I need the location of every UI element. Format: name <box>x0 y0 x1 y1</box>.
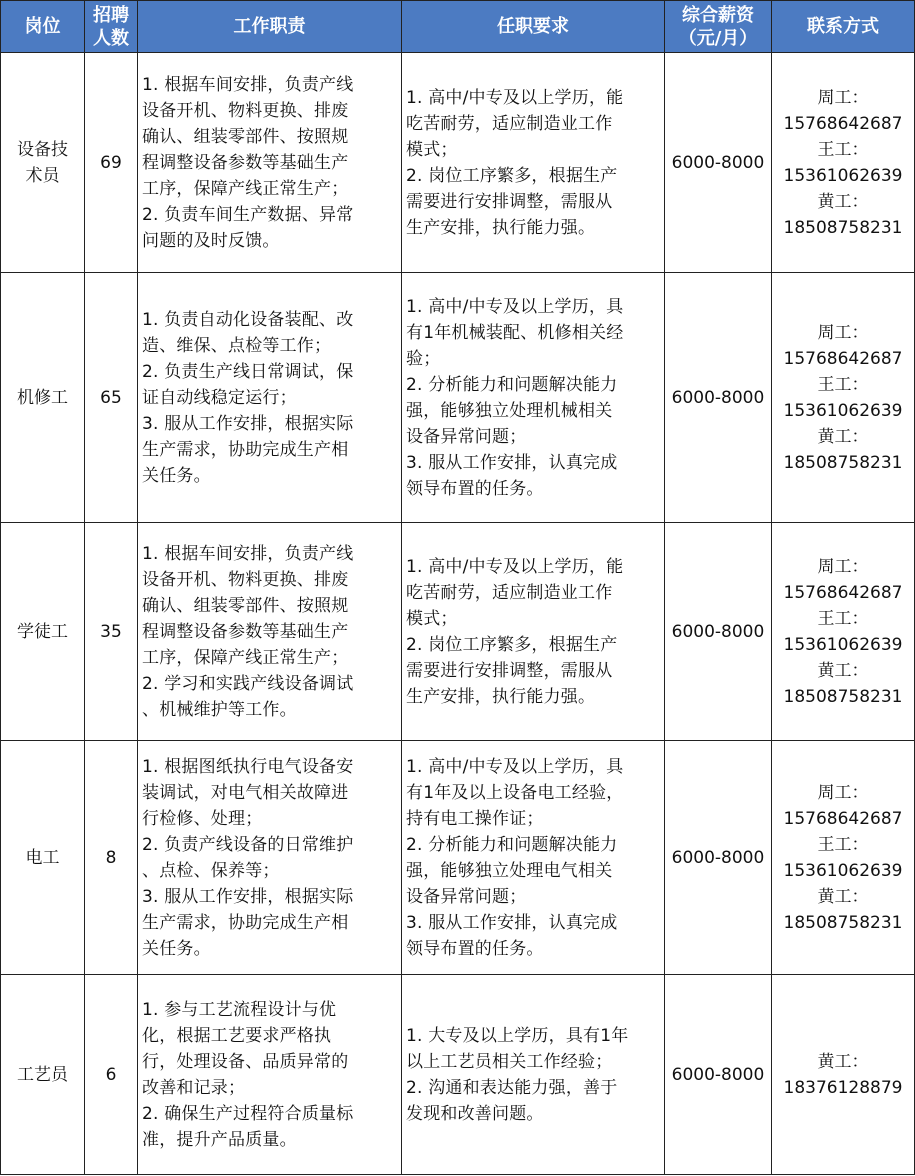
duty-line: 2. 负责车间生产数据、异常 <box>142 204 354 225</box>
headcount-cell: 35 <box>85 523 138 741</box>
header-headcount-line: 招聘 <box>93 4 129 26</box>
duty-line: 设备开机、物料更换、排废 <box>142 100 349 121</box>
requirement-line: 领导布置的任务。 <box>406 938 544 959</box>
duties-cell <box>138 53 402 273</box>
requirement-line: 1. 大专及以上学历，具有1年 <box>406 1025 629 1046</box>
requirements-cell <box>402 523 665 741</box>
duty-line: 1. 参与工艺流程设计与优 <box>142 999 337 1020</box>
requirement-line: 2. 岗位工序繁多，根据生产 <box>406 634 618 655</box>
contact-line: 王工： <box>817 139 869 160</box>
contact-cell <box>772 741 915 975</box>
contact-line: 王工： <box>817 608 869 629</box>
contact-line: 王工： <box>817 834 869 855</box>
duty-line: 程调整设备参数等基础生产 <box>142 621 349 642</box>
duty-line: 3. 服从工作安排，根据实际 <box>142 413 354 434</box>
position-name: 术员 <box>25 165 60 186</box>
duty-line: 2. 负责生产线日常调试，保 <box>142 361 354 382</box>
position-cell <box>1 273 85 523</box>
contact-line: 15768642687 <box>783 808 903 829</box>
requirement-line: 1. 高中/中专及以上学历，能 <box>406 87 624 108</box>
contact-line: 黄工： <box>817 191 869 212</box>
requirement-line: 1. 高中/中专及以上学历，具 <box>406 296 624 317</box>
contact-line: 周工： <box>817 556 869 577</box>
contact-line: 周工： <box>817 322 869 343</box>
requirement-line: 有1年机械装配、机修相关经 <box>406 322 624 343</box>
duty-line: 程调整设备参数等基础生产 <box>142 152 349 173</box>
header-headcount <box>85 1 138 53</box>
headcount-cell: 8 <box>85 741 138 975</box>
table-row <box>1 53 915 273</box>
duty-line: 、机械维护等工作。 <box>142 699 297 720</box>
position-name: 电工 <box>25 847 60 868</box>
requirement-line: 2. 分析能力和问题解决能力 <box>406 834 618 855</box>
contact-line: 18508758231 <box>783 912 903 933</box>
requirement-line: 发现和改善问题。 <box>406 1103 544 1124</box>
salary-cell: 6000-8000 <box>665 741 772 975</box>
contact-line: 周工： <box>817 87 869 108</box>
header-duties: 工作职责 <box>138 1 402 53</box>
duties-cell <box>138 975 402 1175</box>
headcount-cell: 65 <box>85 273 138 523</box>
header-salary <box>665 1 772 53</box>
position-cell <box>1 975 85 1175</box>
duty-line: 化，根据工艺要求严格执 <box>142 1025 332 1046</box>
duty-line: 生产需求，协助完成生产相 <box>142 439 349 460</box>
table-row <box>1 273 915 523</box>
header-headcount-line: 人数 <box>93 27 129 49</box>
duty-line: 确认、组装零部件、按照规 <box>142 595 349 616</box>
duties-cell <box>138 523 402 741</box>
contact-cell <box>772 53 915 273</box>
requirement-line: 2. 沟通和表达能力强，善于 <box>406 1077 618 1098</box>
salary-cell: 6000-8000 <box>665 273 772 523</box>
requirement-line: 需要进行安排调整，需服从 <box>406 660 613 681</box>
duty-line: 装调试，对电气相关故障进 <box>142 782 349 803</box>
position-cell <box>1 53 85 273</box>
contact-line: 黄工： <box>817 426 869 447</box>
contact-line: 18508758231 <box>783 686 903 707</box>
duty-line: 关任务。 <box>142 465 211 486</box>
contact-line: 15768642687 <box>783 348 903 369</box>
position-name: 设备技 <box>17 139 68 160</box>
duties-cell <box>138 741 402 975</box>
contact-line: 15768642687 <box>783 582 903 603</box>
salary-cell: 6000-8000 <box>665 53 772 273</box>
requirement-line: 以上工艺员相关工作经验； <box>406 1051 613 1072</box>
duty-line: 工序，保障产线正常生产； <box>142 178 349 199</box>
duty-line: 行，处理设备、品质异常的 <box>142 1051 349 1072</box>
duty-line: 造、维保、点检等工作； <box>142 335 332 356</box>
header-requirements: 任职要求 <box>402 1 665 53</box>
duty-line: 1. 根据图纸执行电气设备安 <box>142 756 354 777</box>
duty-line: 2. 确保生产过程符合质量标 <box>142 1103 354 1124</box>
requirement-line: 强，能够独立处理机械相关 <box>406 400 613 421</box>
headcount-cell: 6 <box>85 975 138 1175</box>
requirement-line: 设备异常问题； <box>406 426 527 447</box>
contact-line: 周工： <box>817 782 869 803</box>
duty-line: 确认、组装零部件、按照规 <box>142 126 349 147</box>
requirement-line: 设备异常问题； <box>406 886 527 907</box>
requirement-line: 领导布置的任务。 <box>406 478 544 499</box>
duty-line: 1. 负责自动化设备装配、改 <box>142 309 354 330</box>
contact-line: 黄工： <box>817 886 869 907</box>
requirement-line: 需要进行安排调整，需服从 <box>406 191 613 212</box>
duty-line: 改善和记录； <box>142 1077 246 1098</box>
requirement-line: 有1年及以上设备电工经验， <box>406 782 624 803</box>
duty-line: 2. 学习和实践产线设备调试 <box>142 673 354 694</box>
table-row <box>1 523 915 741</box>
position-name: 工艺员 <box>17 1064 68 1085</box>
requirement-line: 吃苦耐劳，适应制造业工作 <box>406 113 613 134</box>
requirement-line: 生产安排，执行能力强。 <box>406 217 596 238</box>
requirement-line: 3. 服从工作安排，认真完成 <box>406 452 618 473</box>
position-cell <box>1 523 85 741</box>
requirements-cell <box>402 975 665 1175</box>
duty-line: 准，提升产品质量。 <box>142 1129 297 1150</box>
header-row <box>1 1 915 53</box>
table-body <box>1 53 915 1175</box>
duty-line: 证自动线稳定运行； <box>142 387 297 408</box>
requirement-line: 2. 分析能力和问题解决能力 <box>406 374 618 395</box>
position-cell <box>1 741 85 975</box>
requirement-line: 3. 服从工作安排，认真完成 <box>406 912 618 933</box>
duty-line: 问题的及时反馈。 <box>142 230 280 251</box>
contact-line: 黄工： <box>817 660 869 681</box>
duty-line: 、点检、保养等； <box>142 860 280 881</box>
contact-line: 15361062639 <box>783 165 903 186</box>
requirement-line: 1. 高中/中专及以上学历，能 <box>406 556 624 577</box>
requirement-line: 生产安排，执行能力强。 <box>406 686 596 707</box>
position-name: 学徒工 <box>17 621 68 642</box>
contact-line: 王工： <box>817 374 869 395</box>
header-salary-line: 综合薪资 <box>682 4 754 26</box>
duty-line: 生产需求，协助完成生产相 <box>142 912 349 933</box>
requirement-line: 持有电工操作证； <box>406 808 544 829</box>
duty-line: 2. 负责产线设备的日常维护 <box>142 834 354 855</box>
header-contact: 联系方式 <box>772 1 915 53</box>
duty-line: 行检修、处理； <box>142 808 263 829</box>
contact-line: 15361062639 <box>783 634 903 655</box>
header-salary-line: （元/月） <box>678 27 758 49</box>
requirement-line: 1. 高中/中专及以上学历，具 <box>406 756 624 777</box>
contact-line: 18508758231 <box>783 452 903 473</box>
contact-line: 15361062639 <box>783 860 903 881</box>
header-position: 岗位 <box>1 1 85 53</box>
contact-line: 18376128879 <box>783 1077 903 1098</box>
requirements-cell <box>402 273 665 523</box>
requirement-line: 模式； <box>406 139 458 160</box>
duty-line: 1. 根据车间安排，负责产线 <box>142 74 354 95</box>
table-row <box>1 741 915 975</box>
position-name: 机修工 <box>17 387 68 408</box>
salary-cell: 6000-8000 <box>665 975 772 1175</box>
requirements-cell <box>402 53 665 273</box>
requirement-line: 2. 岗位工序繁多，根据生产 <box>406 165 618 186</box>
duty-line: 3. 服从工作安排，根据实际 <box>142 886 354 907</box>
requirement-line: 验； <box>406 348 441 369</box>
requirement-line: 吃苦耐劳，适应制造业工作 <box>406 582 613 603</box>
headcount-cell: 69 <box>85 53 138 273</box>
contact-line: 15768642687 <box>783 113 903 134</box>
requirement-line: 强，能够独立处理电气相关 <box>406 860 613 881</box>
duty-line: 设备开机、物料更换、排废 <box>142 569 349 590</box>
contact-cell <box>772 975 915 1175</box>
table-row <box>1 975 915 1175</box>
contact-cell <box>772 273 915 523</box>
duty-line: 工序，保障产线正常生产； <box>142 647 349 668</box>
duty-line: 关任务。 <box>142 938 211 959</box>
contact-line: 18508758231 <box>783 217 903 238</box>
duties-cell <box>138 273 402 523</box>
contact-line: 黄工： <box>817 1051 869 1072</box>
contact-cell <box>772 523 915 741</box>
duty-line: 1. 根据车间安排，负责产线 <box>142 543 354 564</box>
requirements-cell <box>402 741 665 975</box>
salary-cell: 6000-8000 <box>665 523 772 741</box>
contact-line: 15361062639 <box>783 400 903 421</box>
requirement-line: 模式； <box>406 608 458 629</box>
